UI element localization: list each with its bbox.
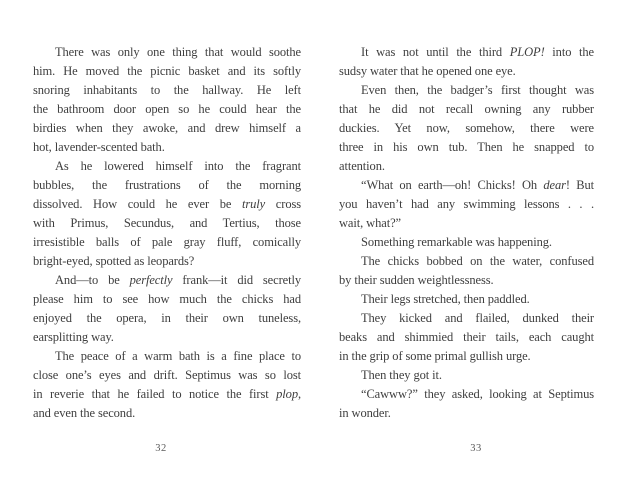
text-line: hot, lavender-scented bath.: [33, 140, 165, 154]
text-line: three in his own tub. Then he snapped to: [339, 140, 594, 154]
text-line: Even then, the badger’s first thought was: [361, 83, 594, 97]
right-page-text: [339, 43, 594, 423]
text-line: with Primus, Secundus, and Tertius, those: [33, 216, 301, 230]
text-line: that he did not recall owning any rubber: [339, 102, 594, 116]
text-line: the bathroom door open so he could hear the: [33, 102, 301, 116]
left-page-text: [33, 43, 301, 423]
text-line: Something remarkable was happening.: [361, 235, 552, 249]
text-line: by their sudden weightlessness.: [339, 273, 494, 287]
text-line: snoring inhabitants to the hallway. He left: [33, 83, 301, 97]
right-page-number: 33: [470, 443, 482, 454]
text-line: enjoyed the opera, in their own tuneless,: [33, 311, 301, 325]
text-line: him. He moved the picnic basket and its softly: [33, 64, 301, 78]
text-line: And—to be perfectly frank—it did secretly: [55, 273, 301, 287]
text-line: Their legs stretched, then paddled.: [361, 292, 530, 306]
text-line: dissolved. How could he ever be truly cross: [33, 197, 301, 211]
text-line: in the grip of some primal gullish urge.: [339, 349, 531, 363]
text-line: The peace of a warm bath is a fine place to: [55, 349, 301, 363]
text-line: attention.: [339, 159, 385, 173]
text-line: “Cawww?” they asked, looking at Septimus: [361, 387, 594, 401]
text-line: irresistible balls of pale gray fluff, comically: [33, 235, 301, 249]
text-line: bubbles, the frustrations of the morning: [33, 178, 301, 192]
text-line: As he lowered himself into the fragrant: [55, 159, 301, 173]
text-line: close one’s eyes and drift. Septimus was so lost: [33, 368, 301, 382]
text-line: please him to see how much the chicks had: [33, 292, 301, 306]
text-line: The chicks bobbed on the water, confused: [361, 254, 594, 268]
text-line: duckies. Yet now, somehow, there were: [339, 121, 594, 135]
text-line: beaks and shimmied their tails, each caught: [339, 330, 594, 344]
text-line: bright-eyed, spotted as leopards?: [33, 254, 195, 268]
text-line: wait, what?”: [339, 216, 401, 230]
text-line: in wonder.: [339, 406, 391, 420]
text-line: “What on earth—oh! Chicks! Oh dear! But: [361, 178, 594, 192]
text-line: and even the second.: [33, 406, 136, 420]
text-line: There was only one thing that would soothe: [55, 45, 301, 59]
text-line: you haven’t had any swimming lessons . . .: [339, 197, 594, 211]
text-line: They kicked and flailed, dunked their: [361, 311, 594, 325]
text-line: It was not until the third PLOP! into the: [361, 45, 594, 59]
text-line: in reverie that he failed to notice the first plop,: [33, 387, 301, 401]
text-line: Then they got it.: [361, 368, 442, 382]
text-line: birdies when they awoke, and drew himself a: [33, 121, 301, 135]
text-line: sudsy water that he opened one eye.: [339, 64, 516, 78]
text-line: earsplitting way.: [33, 330, 114, 344]
left-page-number: 32: [155, 443, 167, 454]
